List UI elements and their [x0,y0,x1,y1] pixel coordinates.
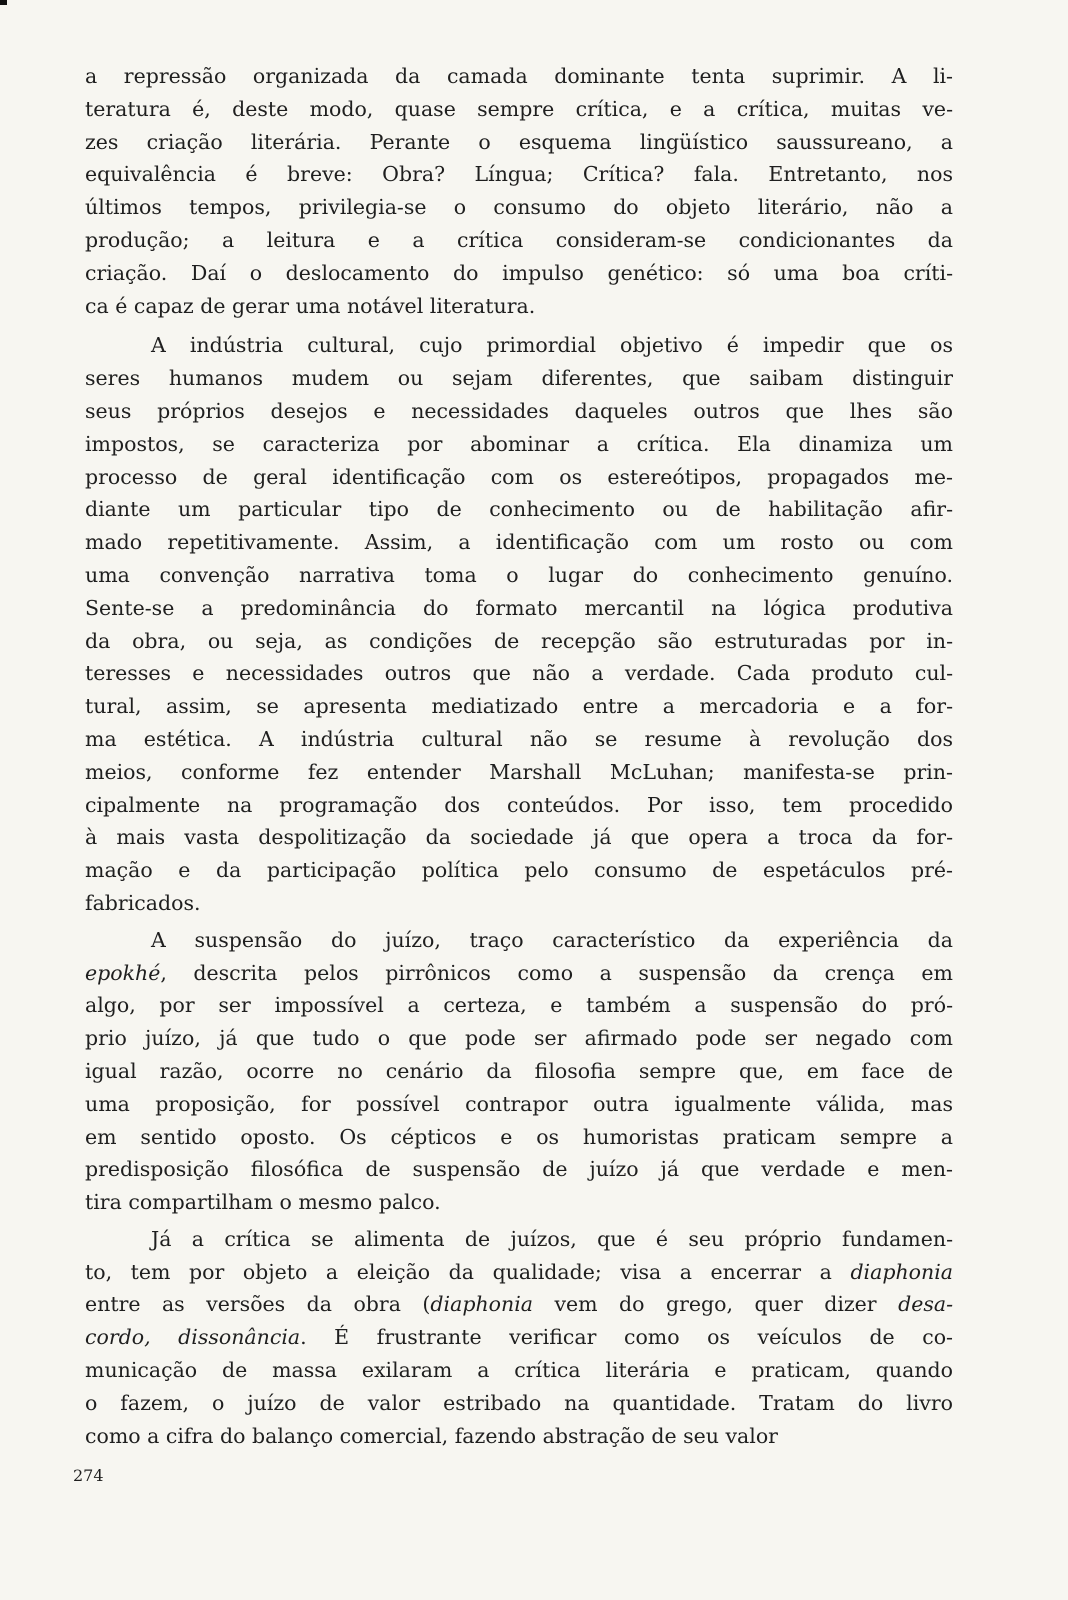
text-line [85,657,953,690]
text-segment: uma proposição, for possível contrapor outra igualmente válida, mas [85,1091,953,1116]
text-segment: , descrita pelos pirrônicos como a suspensão da crença em [160,960,953,985]
italic-text: diaphonia [850,1259,953,1284]
text-segment: seus próprios desejos e necessidades daqueles outros que lhes são [85,398,953,423]
text-segment: Sente-se a predominância do formato mercantil na lógica produtiva [85,595,953,620]
text-segment: ca é capaz de gerar uma notável literatura. [85,293,536,318]
text-line [85,887,953,920]
text-segment: últimos tempos, privilegia-se o consumo do objeto literário, não a [85,195,953,220]
text-line [85,789,953,822]
text-line [85,493,953,526]
text-line [85,690,953,723]
text-segment: cipalmente na programação dos conteúdos. Por isso, tem procedido [85,792,953,817]
text-line [85,1223,953,1256]
text-line [85,592,953,625]
text-segment: prio juízo, já que tudo o que pode ser afirmado pode ser negado com [85,1026,953,1051]
text-line [85,329,953,362]
italic-text: cordo, dissonância [85,1325,301,1350]
text-line [85,526,953,559]
text-line [85,1153,953,1186]
italic-text: desa- [898,1292,953,1317]
text-segment: o fazem, o juízo de valor estribado na quantidade. Tratam do livro [85,1390,953,1415]
text-line [85,625,953,658]
text-line [85,290,953,323]
text-segment: to, tem por objeto a eleição da qualidade; visa a encerrar a [85,1259,851,1284]
text-line [85,1022,953,1055]
text-segment: A suspensão do juízo, traço característico da experiência da [151,927,953,952]
page-number: 274 [73,1466,104,1485]
text-line [85,1420,953,1453]
text-line [85,362,953,395]
text-line [85,126,953,159]
text-line [85,224,953,257]
text-line [85,93,953,126]
text-segment: uma convenção narrativa toma o lugar do conhecimento genuíno. [85,562,953,587]
text-line [85,821,953,854]
text-segment: entre as versões da obra ( [85,1292,431,1317]
page-body [85,60,953,1452]
paragraph [85,329,953,919]
text-line [85,559,953,592]
paragraph [85,60,953,322]
text-segment: predisposição filosófica de suspensão de juízo já que verdade e men- [85,1157,953,1182]
text-segment: à mais vasta despolitização da sociedade já que opera a troca da for- [85,825,953,850]
text-line [85,158,953,191]
text-segment: vem do grego, quer dizer [532,1292,899,1317]
corner-mark [0,0,7,5]
text-segment: algo, por ser impossível a certeza, e também a suspensão do pró- [85,993,953,1018]
text-segment: teresses e necessidades outros que não a verdade. Cada produto cul- [85,661,953,686]
text-segment: mação e da participação política pelo consumo de espetáculos pré- [85,858,953,883]
text-segment: Já a crítica se alimenta de juízos, que é seu próprio fundamen- [151,1226,953,1251]
text-line [85,957,953,990]
text-segment: municação de massa exilaram a crítica literária e praticam, quando [85,1358,953,1383]
text-segment: tural, assim, se apresenta mediatizado entre a mercadoria e a for- [85,694,953,719]
text-segment: como a cifra do balanço comercial, fazendo abstração de seu valor [85,1423,778,1448]
text-segment: teratura é, deste modo, quase sempre crítica, e a crítica, muitas ve- [85,96,953,121]
text-segment: em sentido oposto. Os cépticos e os humoristas praticam sempre a [85,1124,953,1149]
italic-text: epokhé [85,960,161,985]
text-line [85,1387,953,1420]
text-line [85,924,953,957]
text-segment: processo de geral identificação com os estereótipos, propagados me- [85,464,953,489]
text-line [85,461,953,494]
text-line [85,1088,953,1121]
text-segment: impostos, se caracteriza por abominar a crítica. Ela dinamiza um [85,431,953,456]
text-line [85,1121,953,1154]
text-segment: diante um particular tipo de conhecimento ou de habilitação afir- [85,497,953,522]
text-segment: meios, conforme fez entender Marshall McLuhan; manifesta-se prin- [85,759,953,784]
text-line [85,854,953,887]
text-line [85,428,953,461]
text-line [85,723,953,756]
text-line [85,1288,953,1321]
text-line [85,1321,953,1354]
text-line [85,395,953,428]
text-segment: A indústria cultural, cujo primordial objetivo é impedir que os [151,333,953,358]
text-segment: a repressão organizada da camada dominante tenta suprimir. A li- [85,64,953,88]
text-segment: da obra, ou seja, as condições de recepção são estruturadas por in- [85,628,953,653]
italic-text: diaphonia [430,1292,533,1317]
text-segment: seres humanos mudem ou sejam diferentes, que saibam distinguir [85,366,953,391]
text-line [85,191,953,224]
text-line [85,1055,953,1088]
text-line [85,756,953,789]
text-segment: tira compartilham o mesmo palco. [85,1190,441,1215]
text-segment: igual razão, ocorre no cenário da filosofia sempre que, em face de [85,1058,953,1083]
text-line [85,1256,953,1289]
text-line [85,1186,953,1219]
text-segment: fabricados. [85,890,201,915]
text-line [85,60,953,93]
paragraph [85,924,953,1219]
text-segment: zes criação literária. Perante o esquema lingüístico saussureano, a [85,129,953,154]
text-segment: produção; a leitura e a crítica consideram-se condicionantes da [85,227,953,252]
text-line [85,989,953,1022]
text-line [85,1354,953,1387]
text-segment: equivalência é breve: Obra? Língua; Crítica? fala. Entretanto, nos [85,162,953,187]
text-segment: ma estética. A indústria cultural não se resume à revolução dos [85,726,953,751]
paragraph [85,1223,953,1453]
text-line [85,257,953,290]
text-segment: . É frustrante verificar como os veículos de co- [300,1325,953,1350]
text-segment: mado repetitivamente. Assim, a identificação com um rosto ou com [85,530,953,555]
text-segment: criação. Daí o deslocamento do impulso genético: só uma boa críti- [85,260,953,285]
